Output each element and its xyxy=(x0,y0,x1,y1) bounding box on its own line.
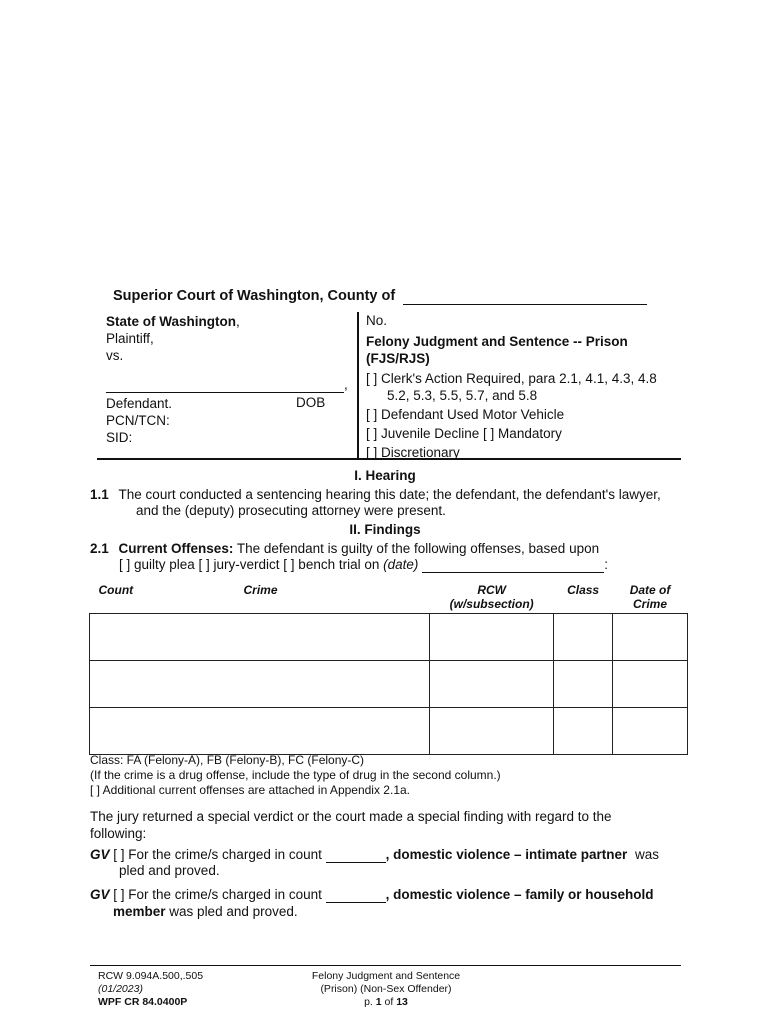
case-number-label: No. xyxy=(366,313,388,328)
gv1-checkbox[interactable]: [ ] For the crime/s charged in count xyxy=(113,847,322,862)
page-total: 13 xyxy=(396,996,408,1008)
footer-title1: Felony Judgment and Sentence xyxy=(311,970,461,982)
rcw-cell[interactable] xyxy=(430,614,554,661)
gv2-finding-cont: member xyxy=(113,904,166,919)
table-row xyxy=(90,661,688,708)
drug-note: (If the crime is a drug offense, include the type of drug in the second column.) xyxy=(90,768,501,782)
special-intro-line2: following: xyxy=(90,826,147,841)
checkbox-juvenile-decline[interactable]: [ ] Juvenile Decline [ ] Mandatory xyxy=(366,426,562,441)
table-row xyxy=(90,708,688,755)
checkbox-discretionary[interactable]: [ ] Discretionary xyxy=(366,445,460,460)
vs-label: vs. xyxy=(106,348,124,363)
gv2-count-blank[interactable] xyxy=(326,887,386,903)
class-cell[interactable] xyxy=(554,708,613,755)
court-title-text: Superior Court of Washington, County of xyxy=(113,288,396,304)
crime-cell[interactable] xyxy=(90,708,430,755)
footer-rule xyxy=(90,965,681,966)
header-rcw-line1: RCW xyxy=(477,583,506,597)
gv1-post: was xyxy=(635,847,660,862)
caption-defendant xyxy=(106,395,172,446)
form-title-line1: Felony Judgment and Sentence -- Prison xyxy=(366,334,628,349)
crime-cell[interactable] xyxy=(90,614,430,661)
section-1-1-text-cont: and the (deputy) prosecuting attorney were present. xyxy=(136,503,446,518)
appendix-checkbox[interactable]: [ ] Additional current offenses are attached in Appendix 2.1a. xyxy=(90,783,410,797)
current-offenses-title: Current Offenses: xyxy=(118,541,234,556)
footer-left xyxy=(98,970,203,1009)
header-date-line1: Date of xyxy=(629,583,671,597)
verdict-options xyxy=(119,557,608,573)
checkbox-clerks-action-cont: 5.2, 5.3, 5.5, 5.7, and 5.8 xyxy=(387,388,538,403)
section-2-1-number: 2.1 xyxy=(90,541,109,556)
section-2-1 xyxy=(90,541,599,556)
gv2-checkbox[interactable]: [ ] For the crime/s charged in count xyxy=(113,887,322,902)
caption-left xyxy=(106,313,240,364)
checkbox-clerks-action[interactable]: [ ] Clerk's Action Required, para 2.1, 4.1, 4.3, 4.8 xyxy=(366,371,657,386)
gv2-post: was pled and proved. xyxy=(169,904,298,919)
gv2-finding: domestic violence – family or household xyxy=(393,887,654,902)
state-suffix: , xyxy=(236,314,240,329)
header-crime: Crime xyxy=(243,583,278,597)
header-count-crime xyxy=(90,581,430,614)
date-cell[interactable] xyxy=(613,708,688,755)
page-number: p. 1 of 13 xyxy=(364,996,408,1008)
header-date-line2: Crime xyxy=(633,597,668,611)
name-line-suffix: , xyxy=(344,377,348,392)
form-title xyxy=(366,333,628,367)
section-1-1 xyxy=(90,487,661,502)
footer-date: (01/2023) xyxy=(98,983,143,995)
header-class: Class xyxy=(567,583,600,597)
crime-table xyxy=(89,581,688,755)
header-rcw xyxy=(430,581,554,614)
defendant-name-line[interactable] xyxy=(106,377,348,393)
header-date xyxy=(613,581,688,614)
footer-rcw: RCW 9.094A.500,.505 xyxy=(98,970,204,982)
special-finding-intro xyxy=(90,808,612,842)
crime-cell[interactable] xyxy=(90,661,430,708)
case-checkboxes xyxy=(366,370,657,461)
rcw-cell[interactable] xyxy=(430,661,554,708)
header-rcw-line2: (w/subsection) xyxy=(449,597,534,611)
dob-label: DOB xyxy=(296,395,326,410)
findings-heading: II. Findings xyxy=(349,522,421,537)
footer-form-number: WPF CR 84.0400P xyxy=(98,996,188,1008)
checkbox-motor-vehicle[interactable]: [ ] Defendant Used Motor Vehicle xyxy=(366,407,565,422)
date-cell[interactable] xyxy=(613,614,688,661)
county-blank[interactable] xyxy=(403,288,647,305)
court-title xyxy=(113,288,647,305)
class-note: Class: FA (Felony-A), FB (Felony-B), FC (Felony-C) xyxy=(90,753,365,767)
section-1-1-number: 1.1 xyxy=(90,487,109,502)
gv1-line2: pled and proved. xyxy=(119,863,220,878)
footer-center xyxy=(276,970,496,1009)
sid-label: SID: xyxy=(106,430,133,445)
defendant-label: Defendant. xyxy=(106,396,173,411)
table-notes xyxy=(90,753,501,798)
footer-title2: (Prison) (Non-Sex Offender) xyxy=(320,983,452,995)
section-1-1-text: The court conducted a sentencing hearing this date; the defendant, the defendant's lawyer, xyxy=(118,487,661,502)
trial-date-blank[interactable] xyxy=(422,557,604,573)
gv2-tag: GV xyxy=(90,887,110,902)
class-cell[interactable] xyxy=(554,661,613,708)
rcw-cell[interactable] xyxy=(430,708,554,755)
table-row xyxy=(90,614,688,661)
date-cell[interactable] xyxy=(613,661,688,708)
verdict-end: : xyxy=(604,557,608,572)
caption-divider xyxy=(357,312,359,459)
plaintiff-label: Plaintiff, xyxy=(106,331,154,346)
hearing-heading: I. Hearing xyxy=(354,468,416,483)
current-offenses-text: The defendant is guilty of the following offenses, based upon xyxy=(236,541,600,556)
crime-table-header xyxy=(90,581,688,614)
header-count: Count xyxy=(98,583,134,597)
gv1-tag: GV xyxy=(90,847,110,862)
gv-finding-2: GV [ ] For the crime/s charged in count , domestic violence – family or household xyxy=(90,887,654,902)
verdict-options-text[interactable]: [ ] guilty plea [ ] jury-verdict [ ] bench trial on xyxy=(119,557,380,572)
state-label: State of Washington xyxy=(106,314,236,329)
pcn-label: PCN/TCN: xyxy=(106,413,170,428)
gv1-finding: domestic violence – intimate partner xyxy=(393,847,628,862)
gv2-line2 xyxy=(113,904,298,919)
special-intro-line1: The jury returned a special verdict or the court made a special finding with regard to the xyxy=(90,809,612,824)
form-title-line2: (FJS/RJS) xyxy=(366,351,430,366)
gv-finding-1: GV [ ] For the crime/s charged in count , domestic violence – intimate partner was xyxy=(90,847,660,862)
gv1-count-blank[interactable] xyxy=(326,847,386,863)
class-cell[interactable] xyxy=(554,614,613,661)
date-label: (date) xyxy=(383,557,419,572)
page-current: 1 xyxy=(375,996,382,1008)
